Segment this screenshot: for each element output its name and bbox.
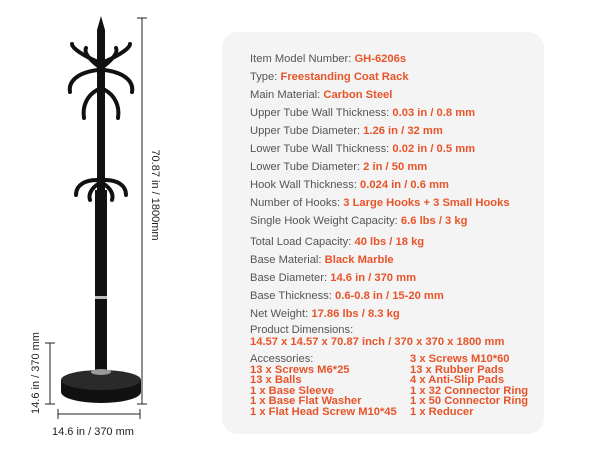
accessory-item: 1 x Flat Head Screw M10*45 — [250, 405, 397, 418]
accessories-left: Accessories: 13 x Screws M6*25 13 x Balls 1 x Base Sleeve 1 x Base Flat Washer 1 x Flat Head Screw M10*45 — [250, 353, 397, 418]
accessory-item: 13 x Rubber Pads — [410, 363, 504, 376]
base-sleeve — [91, 369, 111, 375]
spec-hook-capacity: Single Hook Weight Capacity: 6.6 lbs / 3 kg — [250, 215, 468, 227]
connector-ring — [95, 296, 107, 299]
accessory-item: 1 x 32 Connector Ring — [410, 384, 529, 397]
accessory-item: 3 x Screws M10*60 — [410, 353, 510, 365]
spec-net-weight: Net Weight: 17.86 lbs / 8.3 kg — [250, 308, 400, 320]
spec-model: Item Model Number: GH-6206s — [250, 53, 407, 65]
spec-base-material: Base Material: Black Marble — [250, 254, 394, 266]
spec-base-thickness: Base Thickness: 0.6-0.8 in / 15-20 mm — [250, 290, 444, 302]
accessory-item: 4 x Anti-Slip Pads — [410, 374, 505, 387]
height-measurement: 70.87 in / 1800mm — [149, 149, 161, 241]
spec-hooks: Number of Hooks: 3 Large Hooks + 3 Small Hooks — [250, 197, 510, 209]
accessory-item: 13 x Balls — [250, 374, 302, 387]
accessories-right — [410, 354, 528, 418]
spec-material: Main Material: Carbon Steel — [250, 89, 393, 101]
spec-lower-wall: Lower Tube Wall Thickness: 0.02 in / 0.5 mm — [250, 143, 476, 155]
spec-upper-diameter: Upper Tube Diameter: 1.26 in / 32 mm — [250, 125, 443, 137]
base-width-measurement: 14.6 in / 370 mm — [52, 426, 134, 438]
accessory-item: 1 x Base Flat Washer — [250, 395, 362, 408]
spec-lower-diameter: Lower Tube Diameter: 2 in / 50 mm — [250, 161, 428, 173]
lower-tube — [95, 190, 107, 370]
spec-load: Total Load Capacity: 40 lbs / 18 kg — [250, 236, 425, 248]
spec-hook-wall: Hook Wall Thickness: 0.024 in / 0.6 mm — [250, 179, 449, 191]
accessory-item: 13 x Screws M6*25 — [250, 363, 350, 376]
finial — [97, 16, 105, 30]
spec-type: Type: Freestanding Coat Rack — [250, 71, 409, 83]
accessory-item: 1 x Base Sleeve — [250, 384, 334, 397]
product-dimensions: Product Dimensions: 14.57 x 14.57 x 70.87 inch / 370 x 370 x 1800 mm — [250, 324, 505, 348]
accessory-item: 1 x Reducer — [410, 405, 474, 418]
accessory-item: 1 x 50 Connector Ring — [410, 395, 529, 408]
upper-tube — [97, 30, 105, 190]
spec-upper-wall: Upper Tube Wall Thickness: 0.03 in / 0.8 mm — [250, 107, 476, 119]
base-height-measurement: 14.6 in / 370 mm — [30, 332, 42, 414]
spec-base-diameter: Base Diameter: 14.6 in / 370 mm — [250, 272, 417, 284]
